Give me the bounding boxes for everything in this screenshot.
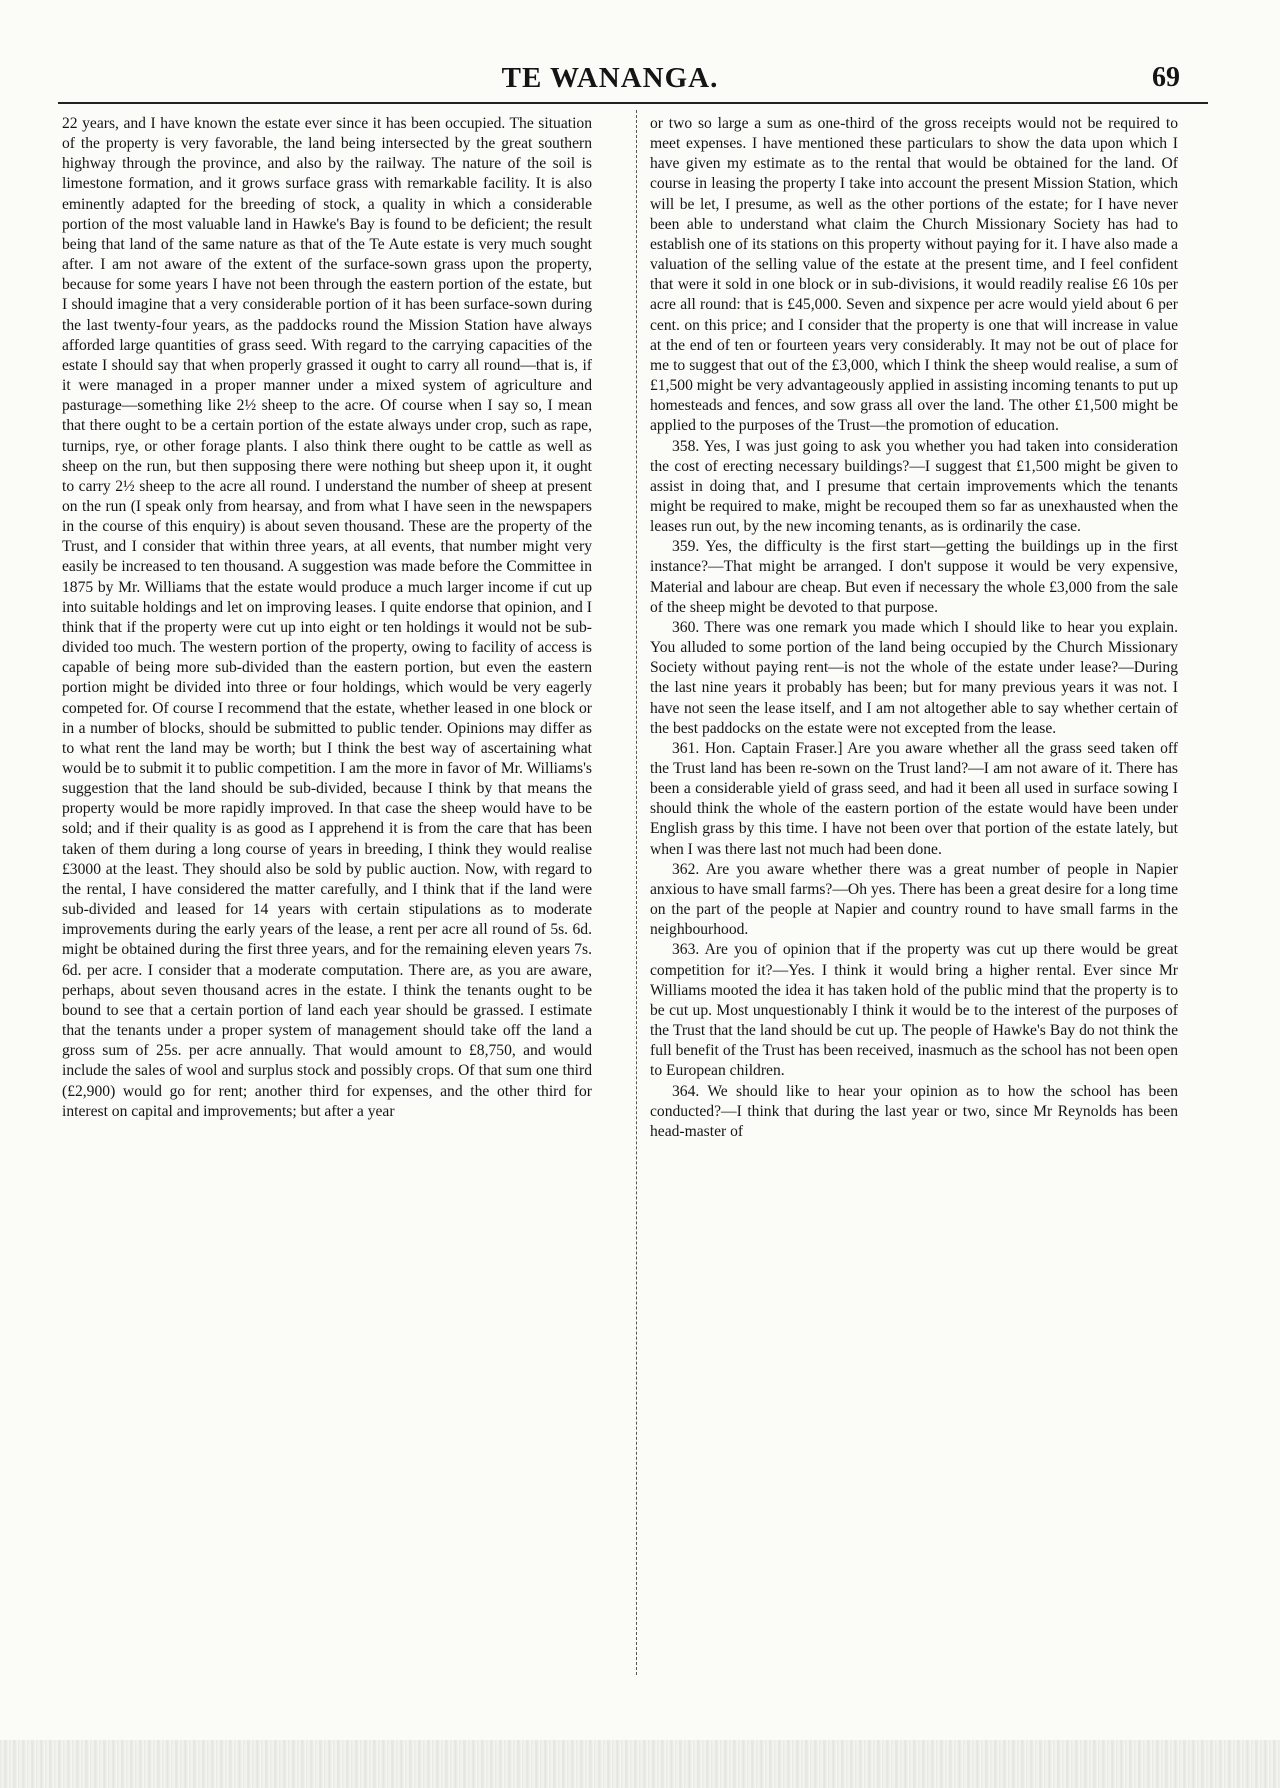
right-paragraph: 364. We should like to hear your opinion as to how the school has been conducted?—I think that during the last year or two, since Mr Reynolds has been head-master of — [650, 1082, 1178, 1140]
right-paragraph: 361. Hon. Captain Fraser.] Are you aware whether all the grass seed taken off the Trust land has been re-sown on the Trust land?—I am not aware of it. There has been a considerable yield of grass seed, and had it been all used in surface sowing I should think the whole of the eastern portion of the estate would have been under English grass by this time. I have not been over that portion of the estate lately, but when I was there last not much had been done. — [650, 739, 1178, 858]
right-paragraph: 360. There was one remark you made which I should like to hear you explain. You alluded to some portion of the land being occupied by the Church Missionary Society without paying rent—is not the whole of the estate under lease?—During the last nine years it probably has been; but for many previous years it was not. I have not seen the lease itself, and I am not altogether able to say whether certain of the best paddocks on the estate were not excepted from the lease. — [650, 618, 1178, 737]
page-header — [60, 62, 1180, 104]
right-paragraph: 362. Are you aware whether there was a great number of people in Napier anxious to have small farms?—Oh yes. There has been a great desire for a long time on the part of the people at Napier and country round to have small farms in the neighbourhood. — [650, 860, 1178, 939]
header-rule — [58, 102, 1208, 104]
right-paragraph: 359. Yes, the difficulty is the first start—getting the buildings up in the first instance?—That might be arranged. I don't suppose it would be very expensive, Material and labour are cheap. But even if necessary the whole £3,000 from the sale of the sheep might be devoted to that purpose. — [650, 538, 1178, 616]
right-paragraph: 363. Are you of opinion that if the property was cut up there would be great competition for it?—Yes. I think it would bring a higher rental. Ever since Mr Williams mooted the idea it has taken hold of the public mind that the property is to be cut up. Most unquestionably I think it would be to the interest of the purposes of the Trust that the land should be cut up. The people of Hawke's Bay do not think the full benefit of the Trust has been received, inasmuch as the school has not been open to European children. — [650, 941, 1178, 1080]
scan-noise-strip — [0, 1740, 1280, 1788]
left-paragraph: 22 years, and I have known the estate ever since it has been occupied. The situation of the property is very favorable, the land being intersected by the great southern highway through the province, and also by the railway. The nature of the soil is limestone formation, and it grows surface grass with remarkable facility. It is also eminently adapted for the breeding of stock, a quality in which a considerable portion of the most valuable land in Hawke's Bay is found to be deficient; the result being that land of the same nature as that of the Te Aute estate is very much sought after. I am not aware of the extent of the surface-sown grass upon the property, because for some years I have not been through the eastern portion of the estate, but I should imagine that a very considerable portion of it has been surface-sown during the last twenty-four years, as the paddocks round the Mission Station have always afforded large quantities of grass seed. With regard to the carrying capacities of the estate I should say that when properly grassed it ought to carry all round—that is, if it were managed in a proper manner under a mixed system of agriculture and pasturage—something like 2½ sheep to the acre. Of course when I say so, I mean that there ought to be a certain portion of the estate always under crop, such as rape, turnips, rye, or other forage plants. I also think there ought to be cattle as well as sheep on the run, but then supposing there were nothing but sheep upon it, it ought to carry 2½ sheep to the acre all round. I understand the number of sheep at present on the run (I speak only from hearsay, and from what I have seen in the newspapers in the course of this enquiry) is about seven thousand. These are the property of the Trust, and I consider that within three years, at all events, that number might very easily be increased to ten thousand. A suggestion was made before the Committee in 1875 by Mr. Williams that the estate would produce a much larger income if cut up into suitable holdings and let on improving leases. I quite endorse that opinion, and I think that if the property were cut up into eight or ten holdings it would not be sub-divided too much. The western portion of the property, owing to facility of access is capable of being more sub-divided than the eastern portion, but even the eastern portion might be divided into three or four holdings, which would be very eagerly competed for. Of course I recommend that the estate, whether leased in one block or in a number of blocks, should be submitted to public tender. Opinions may differ as to what rent the land may be worth; but I think the best way of ascertaining what would be to submit it to public competition. I am the more in favor of Mr. Williams's suggestion that the land should be sub-divided, because I think by that means the property would be more rapidly improved. In that case the sheep would have to be sold; and if their quality is as good as I apprehend it is from the care that has been taken of them during a long course of years in breeding, I think they would realise £3000 at the least. They should also be sold by public auction. Now, with regard to the rental, I have considered the matter carefully, and I think that if the land were sub-divided and leased for 14 years with certain stipulations as to moderate improvements during the early years of the lease, a rent per acre all round of 5s. 6d. might be obtained during the first three years, and for the remaining eleven years 7s. 6d. per acre. I consider that a moderate computation. There are, as you are aware, perhaps, about seven thousand acres in the estate. I think the tenants ought to be bound to see that a certain portion of land each year should be grassed. I estimate that the tenants under a proper system of management should take off the land a gross sum of 25s. per acre annually. That would amount to £8,750, and would include the sales of wool and surplus stock and possibly crops. Of that sum one third (£2,900) would go for rent; another third for expenses, and the other third for interest on capital and improvements; but after a year — [62, 115, 592, 1120]
page-number: 69 — [1152, 62, 1180, 93]
right-paragraph: or two so large a sum as one-third of the gross receipts would not be required to meet expenses. I have mentioned these particulars to show the data upon which I have given my estimate as to the rental that would be obtained for the land. Of course in leasing the property I take into account the present Mission Station, which will be let, I presume, as well as the other portions of the estate; for I have never been able to understand what claim the Church Missionary Society has had to establish one of its stations on this property without paying for it. I have also made a valuation of the selling value of the estate at the present time, and I feel confident that were it sold in one block or in sub-divisions, it would readily realise £6 10s per acre all round: that is £45,000. Seven and sixpence per acre would yield about 6 per cent. on this price; and I consider that the property is one that will increase in value at the end of ten or fourteen years very considerably. It may not be out of place for me to suggest that out of the £3,000, which I think the sheep would realise, a sum of £1,500 might be very advantageously applied in assisting incoming tenants to put up homesteads and fences, and sow grass all over the land. The other £1,500 might be applied to the purposes of the Trust—the promotion of education. — [650, 115, 1178, 435]
right-paragraph: 358. Yes, I was just going to ask you whether you had taken into consideration the cost of erecting necessary buildings?—I suggest that £1,500 might be given to assist in doing that, and I presume that certain improvements which the tenants might be required to make, might be recouped them so far as unexhausted when the leases run out, by the new incoming tenants, as is ordinarily the case. — [650, 437, 1178, 536]
right-column — [650, 114, 1178, 1142]
left-column — [62, 114, 592, 1122]
column-divider — [636, 110, 637, 1675]
masthead-title: TE WANANGA. — [501, 62, 719, 94]
